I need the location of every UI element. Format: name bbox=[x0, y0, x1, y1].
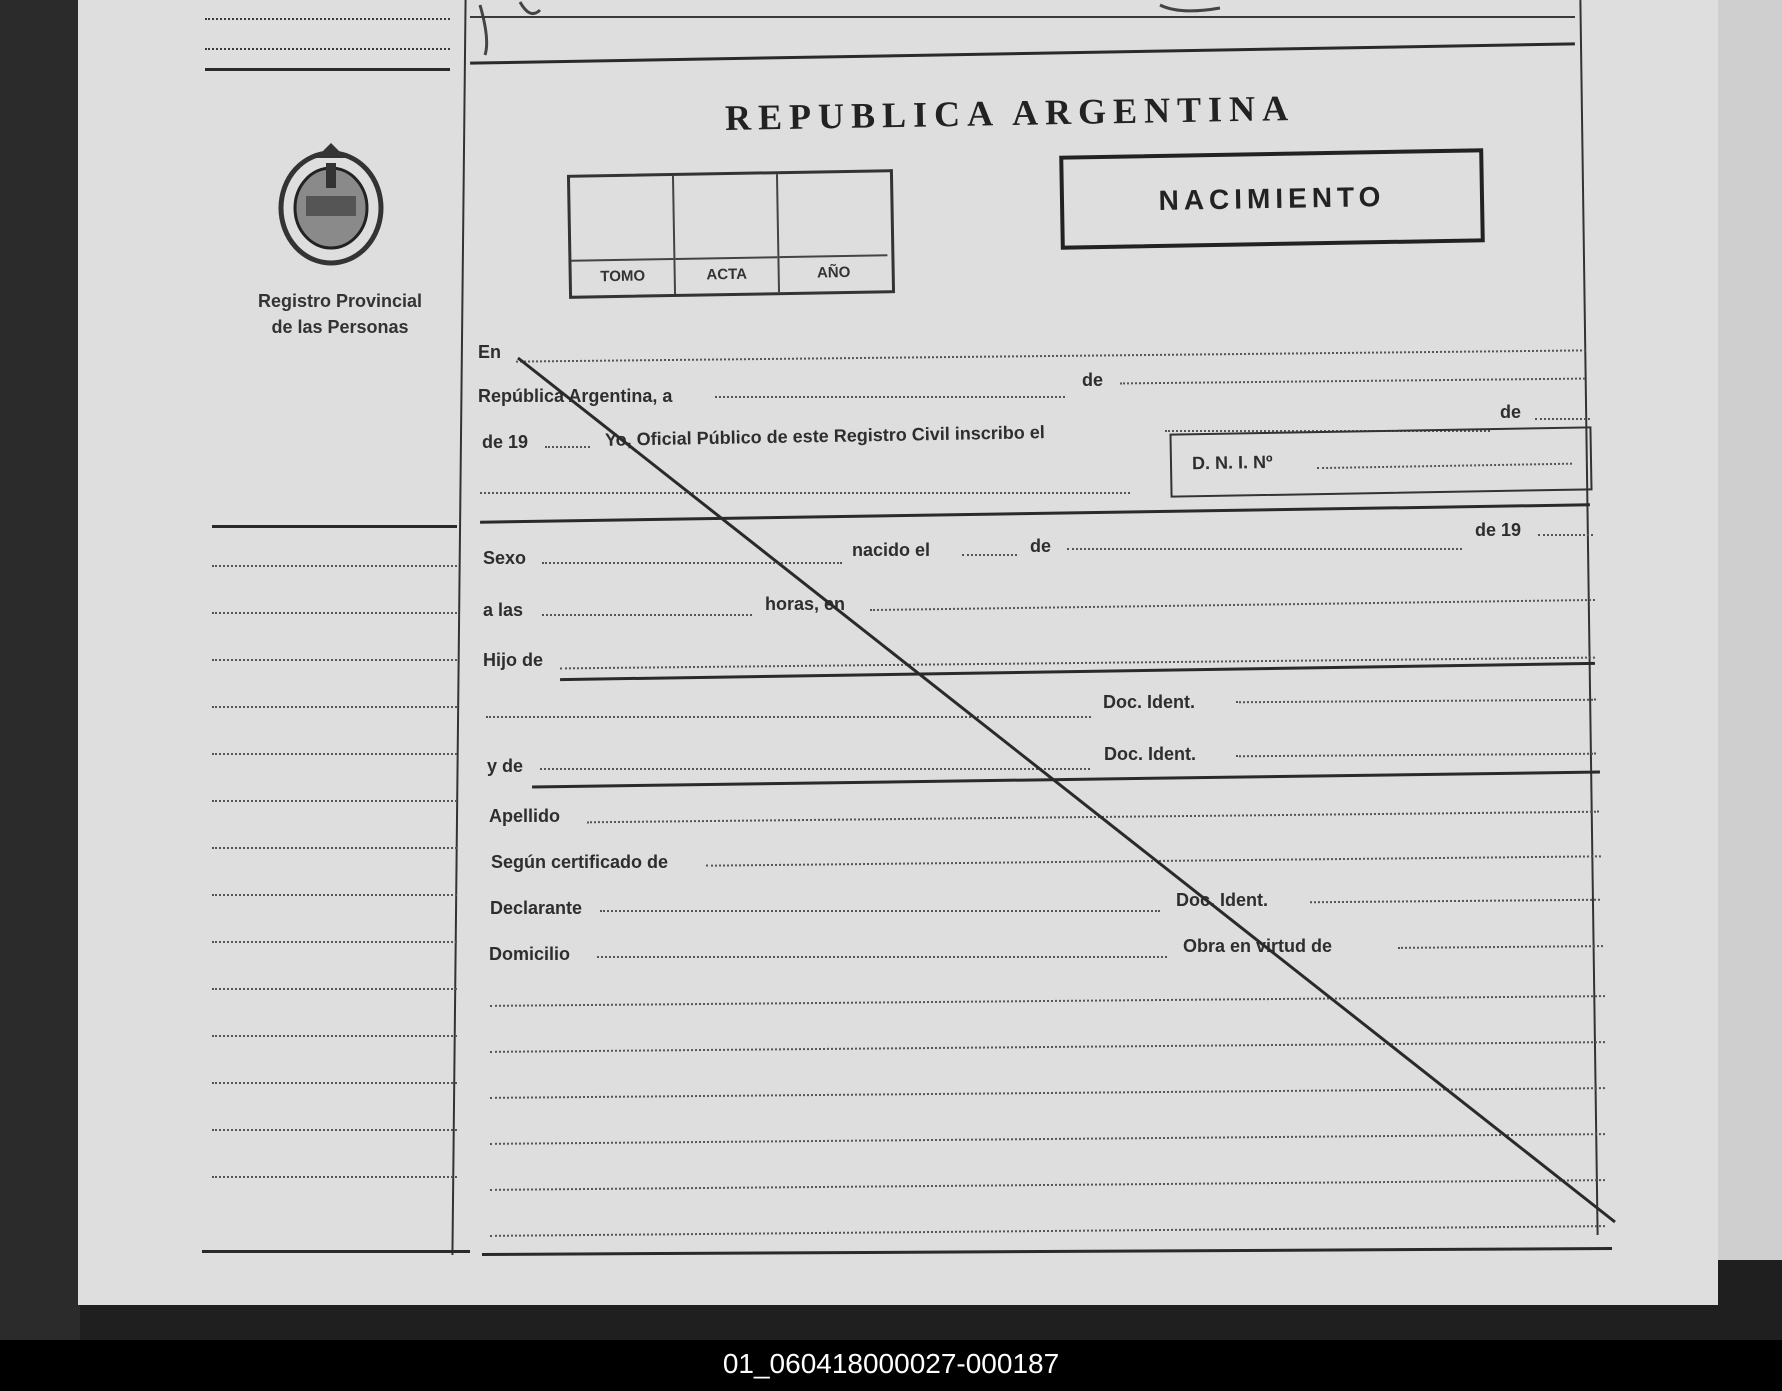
label-nacido: nacido el bbox=[852, 540, 931, 560]
label-doc-ident-2: Doc. Ident. bbox=[1104, 744, 1197, 764]
label-de19: de 19 bbox=[482, 432, 529, 452]
label-de-2: de bbox=[1500, 402, 1522, 422]
label-hijo-de: Hijo de bbox=[483, 650, 544, 670]
ano-label: AÑO bbox=[779, 254, 888, 292]
label-republica: República Argentina, a bbox=[478, 386, 673, 406]
label-domicilio: Domicilio bbox=[489, 944, 571, 964]
registry-line-1: Registro Provincial bbox=[257, 291, 423, 311]
label-dni: D. N. I. Nº bbox=[1191, 451, 1273, 474]
registry-line-2: de las Personas bbox=[271, 317, 409, 337]
page-title: REPUBLICA ARGENTINA bbox=[724, 88, 1296, 138]
label-horas-en: horas, en bbox=[765, 594, 846, 614]
acta-label: ACTA bbox=[675, 256, 778, 294]
label-obra: Obra en virtud de bbox=[1183, 936, 1333, 956]
label-oficial: Yo, Oficial Público de este Registro Civil inscribo el bbox=[604, 422, 1045, 450]
label-y-de: y de bbox=[487, 756, 524, 776]
label-en: En bbox=[478, 342, 502, 362]
label-segun: Según certificado de bbox=[491, 852, 669, 872]
image-id-footer: 01_060418000027-000187 bbox=[0, 1340, 1782, 1391]
label-de-3: de bbox=[1030, 536, 1052, 556]
label-a-las: a las bbox=[483, 600, 524, 620]
label-de19b: de 19 bbox=[1475, 520, 1522, 540]
label-doc-ident-1: Doc. Ident. bbox=[1103, 692, 1196, 712]
label-doc-ident-3: Doc. Ident. bbox=[1176, 890, 1269, 910]
document-type-box: NACIMIENTO bbox=[1059, 148, 1485, 249]
label-de-1: de bbox=[1082, 370, 1104, 390]
label-apellido: Apellido bbox=[489, 806, 560, 826]
tomo-label: TOMO bbox=[571, 258, 674, 296]
label-sexo: Sexo bbox=[483, 548, 527, 568]
label-declarante: Declarante bbox=[490, 898, 583, 918]
